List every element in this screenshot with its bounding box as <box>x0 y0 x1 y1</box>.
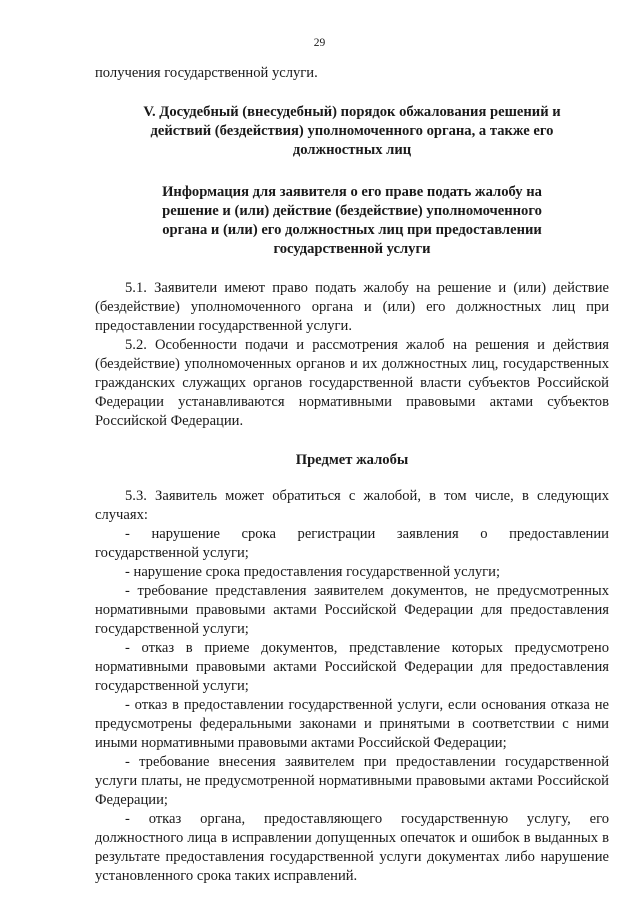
paragraph-5-3: 5.3. Заявитель может обратиться с жалобой, в том числе, в следующих случаях: <box>95 488 609 523</box>
subject-heading: Предмет жалобы <box>295 452 409 468</box>
continuation-text: получения государственной услуги. <box>95 65 318 81</box>
paragraphs-5-1-5-2 <box>95 279 609 431</box>
case-item: - нарушение срока регистрации заявления о предоставлении государственной услуги; <box>95 526 609 561</box>
section-heading: V. Досудебный (внесудебный) порядок обжалования решений и действий (бездействия) уполномоченного органа, а также его должностных лиц <box>143 104 561 158</box>
case-item: - отказ в приеме документов, представление которых предусмотрено нормативными правовыми актами Российской Федерации для предоставления государственной услуги; <box>95 640 609 694</box>
page-number: 29 <box>313 37 326 49</box>
case-item: - требование внесения заявителем при предоставлении государственной услуги платы, не предусмотренной нормативными правовыми актами Российской Федерации; <box>95 754 609 808</box>
complaint-cases <box>95 487 609 886</box>
info-heading: Информация для заявителя о его праве подать жалобу на решение и (или) действие (бездействие) уполномоченного органа и (или) его должностных лиц при предоставлении государственной услуги <box>162 184 542 257</box>
case-item: - отказ в предоставлении государственной услуги, если основания отказа не предусмотрены федеральными законами и принятыми в соответствии с ними иными нормативными правовыми актами Российской Федерации; <box>95 697 609 751</box>
page-content <box>95 64 609 886</box>
case-item: - отказ органа, предоставляющего государственную услугу, его должностного лица в исправлении допущенных опечаток и ошибок в выданных в результате предоставления государственной услуги документах либо нарушение установленного срока таких исправлений. <box>95 811 609 884</box>
case-item: - требование представления заявителем документов, не предусмотренных нормативными правовыми актами Российской Федерации для предоставления государственной услуги; <box>95 583 609 637</box>
paragraph-5-2: 5.2. Особенности подачи и рассмотрения жалоб на решения и действия (бездействие) уполномоченных органов и их должностных лиц, государственных гражданских служащих органов государственной власти субъектов Российской Федерации устанавливаются нормативными правовыми актами субъектов Российской Федерации. <box>95 337 609 429</box>
paragraph-5-1: 5.1. Заявители имеют право подать жалобу на решение и (или) действие (бездействие) уполномоченного органа и (или) его должностных лиц при предоставлении государственной услуги. <box>95 280 609 334</box>
case-item: - нарушение срока предоставления государственной услуги; <box>125 564 501 580</box>
